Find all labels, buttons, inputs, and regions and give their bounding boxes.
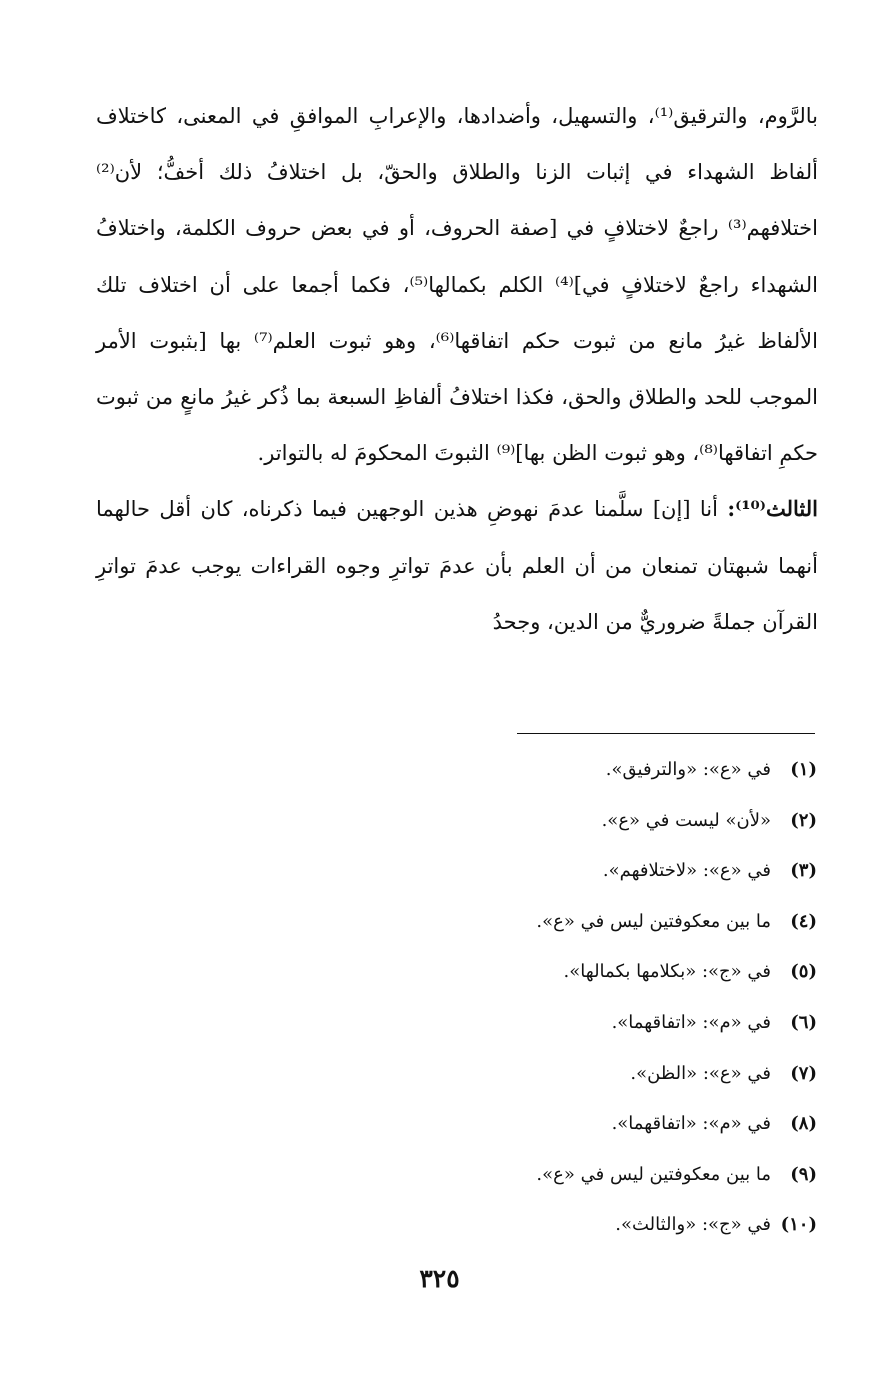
footnote-divider: [517, 733, 815, 734]
paragraph-2-text: أنا [إن] سلَّمنا عدمَ نهوضِ هذين الوجهين فيما ذكرناه، كان أقل حالهما أنهما شبهتان تمنعان من أن العلم بأن عدمَ تواترِ وجوه القراءات يوجب عدمَ تواترِ القرآن جملةً ضروريٌّ من الدين، وجحدُ: [96, 497, 818, 634]
section-lead-third: الثالث⁽¹⁰⁾:: [727, 496, 818, 522]
footnote-number: (٢): [790, 809, 817, 831]
footnote-number: (٣): [790, 860, 817, 882]
footnote-text: في «ج»: «والثالث».: [615, 1214, 771, 1236]
footnote-text: في «ع»: «الظن».: [630, 1062, 771, 1084]
footnote: [417, 1099, 817, 1150]
footnote-number: (٤): [790, 910, 817, 932]
footnote-text: «لأن» ليست في «ع».: [601, 809, 771, 831]
footnote: [417, 1200, 817, 1251]
footnote: [417, 1150, 817, 1201]
footnote: [417, 745, 817, 796]
footnote: [417, 947, 817, 998]
paragraph-1: بالرَّوم، والترقيق⁽¹⁾، والتسهيل، وأضدادها، والإعرابِ الموافقِ في المعنى، كاختلاف ألفاظ الشهداء في إثبات الزنا والطلاق والحقّ، بل اختلافُ ذلك أخفُّ؛ لأن⁽²⁾ اختلافهم⁽³⁾ راجعٌ لاختلافٍ في [صفة الحروف، أو في بعض حروف الكلمة، واختلافُ الشهداء راجعٌ لاختلافٍ في]⁽⁴⁾ الكلم بكمالها⁽⁵⁾، فكما أجمعا على أن اختلاف تلك الألفاظ غيرُ مانع من ثبوت حكم اتفاقها⁽⁶⁾، وهو ثبوت العلم⁽⁷⁾ بها [بثبوت الأمر الموجب للحد والطلاق والحق، فكذا اختلافُ ألفاظِ السبعة بما ذُكر غيرُ مانعٍ من ثبوت حكمِ اتفاقها⁽⁸⁾، وهو ثبوت الظن بها]⁽⁹⁾ الثبوتَ المحكومَ له بالتواتر.: [96, 104, 818, 466]
footnote: [417, 796, 817, 847]
footnote-text: في «ج»: «بكلامها بكمالها».: [563, 961, 771, 983]
footnote-text: في «م»: «اتفاقهما».: [611, 1113, 771, 1135]
footnote: [417, 846, 817, 897]
footnote-text: ما بين معكوفتين ليس في «ع».: [536, 910, 771, 932]
footnote-number: (١٠): [780, 1214, 817, 1236]
footnote-text: في «م»: «اتفاقهما».: [611, 1011, 771, 1033]
footnote-text: ما بين معكوفتين ليس في «ع».: [536, 1163, 771, 1185]
footnote-text: في «ع»: «والترفيق».: [605, 759, 771, 780]
page-number: ٣٢٥: [419, 1264, 460, 1293]
main-text: [96, 88, 818, 650]
footnote: [417, 1049, 817, 1100]
footnote: [417, 897, 817, 948]
footnotes-list: [417, 745, 817, 1251]
footnote-number: (٨): [790, 1113, 817, 1135]
footnote-number: (٩): [790, 1163, 817, 1185]
footnote-number: (٥): [790, 961, 817, 983]
paragraph-2: [96, 481, 818, 650]
footnote: [417, 998, 817, 1049]
footnote-text: في «ع»: «لاختلافهم».: [602, 860, 771, 882]
footnote-number: (١): [790, 759, 817, 780]
footnote-number: (٧): [790, 1062, 817, 1084]
footnote-number: (٦): [790, 1011, 817, 1033]
